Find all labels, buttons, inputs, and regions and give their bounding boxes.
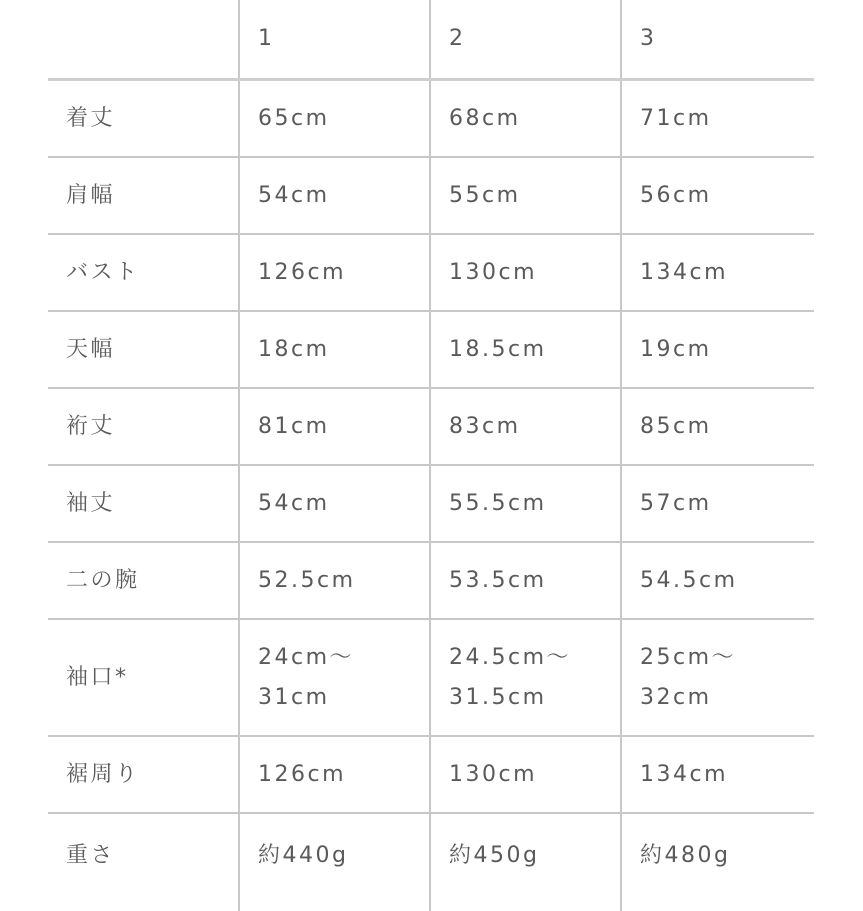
- row-label: 着丈: [48, 80, 239, 158]
- cell-value: [239, 619, 430, 736]
- cell-value: 約440g: [239, 813, 430, 911]
- cell-value: 18cm: [239, 311, 430, 388]
- cell-value: 85cm: [621, 388, 814, 465]
- header-size-2: 2: [430, 0, 621, 80]
- cell-value: 68cm: [430, 80, 621, 158]
- cell-value: [621, 619, 814, 736]
- cell-value: 126cm: [239, 234, 430, 311]
- cell-value: 81cm: [239, 388, 430, 465]
- cell-value: 54cm: [239, 157, 430, 234]
- row-label: バスト: [48, 234, 239, 311]
- cell-value: 83cm: [430, 388, 621, 465]
- cell-value: 55cm: [430, 157, 621, 234]
- row-label: 肩幅: [48, 157, 239, 234]
- cell-value: 134cm: [621, 234, 814, 311]
- cell-value: 71cm: [621, 80, 814, 158]
- cell-value-line: 32cm: [640, 684, 712, 710]
- cell-value-line: 31.5cm: [449, 684, 547, 710]
- header-corner-cell: [48, 0, 239, 80]
- row-label: 天幅: [48, 311, 239, 388]
- cell-value: 65cm: [239, 80, 430, 158]
- row-label: 裾周り: [48, 736, 239, 813]
- row-label: 二の腕: [48, 542, 239, 619]
- cell-value: 52.5cm: [239, 542, 430, 619]
- cell-value: 126cm: [239, 736, 430, 813]
- row-label: 重さ: [66, 843, 116, 868]
- table-row: [48, 234, 814, 311]
- table-row: [48, 465, 814, 542]
- row-label: 袖口*: [48, 619, 239, 736]
- table-row: [48, 542, 814, 619]
- cell-value: 134cm: [621, 736, 814, 813]
- cell-value-line: 24.5cm〜: [449, 644, 572, 670]
- cell-value: 130cm: [430, 234, 621, 311]
- row-label: 裄丈: [48, 388, 239, 465]
- cell-value: 19cm: [621, 311, 814, 388]
- table-row: [48, 388, 814, 465]
- table-row: [48, 813, 814, 911]
- cell-value-line: 25cm〜: [640, 644, 737, 670]
- table-row: [48, 157, 814, 234]
- table-row: [48, 80, 814, 158]
- row-label: 袖丈: [48, 465, 239, 542]
- cell-value: 56cm: [621, 157, 814, 234]
- table-row: [48, 311, 814, 388]
- table-row: [48, 619, 814, 736]
- header-row: [48, 0, 814, 80]
- cell-value: 54.5cm: [621, 542, 814, 619]
- cell-value: 18.5cm: [430, 311, 621, 388]
- table-row: [48, 736, 814, 813]
- cell-value: 130cm: [430, 736, 621, 813]
- header-size-1: 1: [239, 0, 430, 80]
- cell-value: 54cm: [239, 465, 430, 542]
- cell-value: 約450g: [430, 813, 621, 911]
- cell-value-line: 31cm: [258, 684, 330, 710]
- cell-value: 53.5cm: [430, 542, 621, 619]
- cell-value: 約480g: [621, 813, 814, 911]
- cell-value-line: 24cm〜: [258, 644, 355, 670]
- header-size-3: 3: [621, 0, 814, 80]
- cell-value: [430, 619, 621, 736]
- cell-value: 57cm: [621, 465, 814, 542]
- cell-value: 55.5cm: [430, 465, 621, 542]
- size-chart-table: [48, 0, 814, 911]
